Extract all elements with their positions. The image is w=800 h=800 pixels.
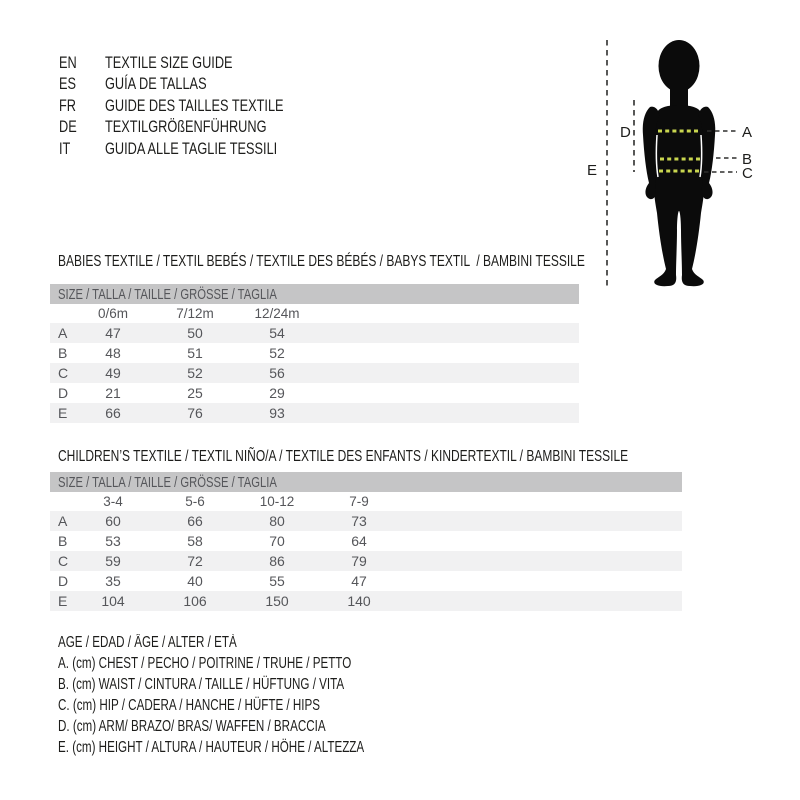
size-value: 40 bbox=[187, 573, 203, 589]
marker-label-c: C bbox=[742, 165, 753, 182]
babies-table-title bbox=[58, 253, 760, 271]
size-value: 58 bbox=[187, 533, 203, 549]
size-value: 47 bbox=[351, 573, 367, 589]
row-label: A bbox=[58, 325, 68, 341]
lang-row-en bbox=[59, 52, 343, 74]
size-value: 150 bbox=[265, 593, 289, 609]
table-row-c bbox=[50, 363, 579, 383]
size-value: 66 bbox=[187, 513, 203, 529]
table-row-c bbox=[50, 551, 682, 571]
size-value: 50 bbox=[187, 325, 203, 341]
row-label: D bbox=[58, 385, 69, 401]
size-value: 79 bbox=[351, 553, 367, 569]
table-row-a bbox=[50, 323, 579, 343]
row-label: B bbox=[58, 533, 68, 549]
babies-size-header-bar bbox=[50, 284, 579, 304]
lang-row-de bbox=[59, 117, 343, 139]
size-value: 60 bbox=[105, 513, 121, 529]
size-value: 54 bbox=[269, 325, 285, 341]
table-row-b bbox=[50, 343, 579, 363]
size-value: 66 bbox=[105, 405, 121, 421]
lang-title-it: GUIDA ALLE TAGLIE TESSILI bbox=[105, 138, 278, 158]
measurement-legend bbox=[58, 632, 466, 758]
lang-row-fr bbox=[59, 95, 343, 117]
size-value: 93 bbox=[269, 405, 285, 421]
size-value: 64 bbox=[351, 533, 367, 549]
lang-title-de: TEXTILGRÖßENFÜHRUNG bbox=[105, 117, 267, 137]
legend-line-height: E. (cm) HEIGHT / ALTURA / HAUTEUR / HÖHE / ALTEZZA bbox=[58, 738, 365, 756]
size-value: 106 bbox=[183, 593, 207, 609]
column-header: 7/12m bbox=[176, 306, 214, 321]
children-table-title-text: CHILDREN’S TEXTILE / TEXTIL NIÑO/A / TEXTILE DES ENFANTS / KINDERTEXTIL / BAMBINI TESSILE bbox=[58, 448, 629, 465]
babies-table-title-text: BABIES TEXTILE / TEXTIL BEBÉS / TEXTILE DES BÉBÉS / BABYS TEXTIL / BAMBINI TESSILE bbox=[58, 253, 585, 270]
size-value: 52 bbox=[269, 345, 285, 361]
legend-line-chest: A. (cm) CHEST / PECHO / POITRINE / TRUHE / PETTO bbox=[58, 654, 352, 672]
row-label: C bbox=[58, 553, 69, 569]
column-header: 0/6m bbox=[97, 306, 128, 321]
size-value: 55 bbox=[269, 573, 285, 589]
size-value: 51 bbox=[187, 345, 203, 361]
children-size-header-bar bbox=[50, 472, 682, 492]
table-row-e bbox=[50, 403, 579, 423]
size-value: 49 bbox=[105, 365, 121, 381]
legend-line-waist: B. (cm) WAIST / CINTURA / TAILLE / HÜFTUNG / VITA bbox=[58, 675, 345, 693]
table-row-a bbox=[50, 511, 682, 531]
marker-label-b: B bbox=[742, 151, 753, 168]
lang-row-es bbox=[59, 74, 343, 96]
lang-title-fr: GUIDE DES TAILLES TEXTILE bbox=[105, 95, 284, 115]
legend-line-arm: D. (cm) ARM/ BRAZO/ BRAS/ WAFFEN / BRACCIA bbox=[58, 717, 326, 735]
marker-label-a: A bbox=[742, 124, 753, 141]
size-value: 72 bbox=[187, 553, 203, 569]
children-column-header-row bbox=[50, 492, 682, 511]
row-label: C bbox=[58, 365, 69, 381]
size-value: 52 bbox=[187, 365, 203, 381]
lang-code-it: IT bbox=[59, 138, 71, 158]
lang-code-es: ES bbox=[59, 74, 77, 94]
size-value: 21 bbox=[105, 385, 121, 401]
size-value: 86 bbox=[269, 553, 285, 569]
table-row-d bbox=[50, 571, 682, 591]
size-value: 73 bbox=[351, 513, 367, 529]
table-row-b bbox=[50, 531, 682, 551]
legend-line-age: AGE / EDAD / ÂGE / ALTER / ETÀ bbox=[58, 633, 237, 651]
lang-code-de: DE bbox=[59, 117, 77, 137]
children-size-table bbox=[50, 472, 682, 611]
babies-column-header-row bbox=[50, 304, 579, 323]
size-value: 59 bbox=[105, 553, 121, 569]
lang-title-es: GUÍA DE TALLAS bbox=[105, 74, 207, 94]
size-value: 47 bbox=[105, 325, 121, 341]
column-header: 10-12 bbox=[259, 494, 295, 509]
size-value: 76 bbox=[187, 405, 203, 421]
lang-code-fr: FR bbox=[59, 95, 77, 115]
legend-line-hip: C. (cm) HIP / CADERA / HANCHE / HÜFTE / HIPS bbox=[58, 696, 321, 714]
row-label: A bbox=[58, 513, 68, 529]
row-label: E bbox=[58, 405, 68, 421]
column-header: 7-9 bbox=[349, 494, 369, 509]
size-value: 48 bbox=[105, 345, 121, 361]
size-value: 140 bbox=[347, 593, 371, 609]
lang-code-en: EN bbox=[59, 52, 77, 72]
column-header: 12/24m bbox=[254, 306, 300, 321]
row-label: E bbox=[58, 593, 68, 609]
language-title-list bbox=[59, 52, 343, 160]
size-value: 104 bbox=[101, 593, 125, 609]
babies-size-table bbox=[50, 284, 579, 423]
table-row-d bbox=[50, 383, 579, 403]
lang-title-en: TEXTILE SIZE GUIDE bbox=[105, 52, 233, 72]
size-header-label: SIZE / TALLA / TAILLE / GRÖSSE / TAGLIA bbox=[58, 285, 277, 303]
size-value: 35 bbox=[105, 573, 121, 589]
lang-row-it bbox=[59, 138, 343, 160]
size-value: 29 bbox=[269, 385, 285, 401]
size-value: 70 bbox=[269, 533, 285, 549]
children-table-title bbox=[58, 448, 800, 466]
row-label: B bbox=[58, 345, 68, 361]
size-header-label: SIZE / TALLA / TAILLE / GRÖSSE / TAGLIA bbox=[58, 473, 277, 491]
marker-label-d: D bbox=[620, 124, 631, 141]
table-row-e bbox=[50, 591, 682, 611]
column-header: 3-4 bbox=[103, 494, 123, 509]
size-value: 53 bbox=[105, 533, 121, 549]
size-value: 25 bbox=[187, 385, 203, 401]
child-silhouette-icon bbox=[643, 40, 715, 286]
size-value: 80 bbox=[269, 513, 285, 529]
marker-label-e: E bbox=[587, 162, 598, 179]
size-value: 56 bbox=[269, 365, 285, 381]
row-label: D bbox=[58, 573, 69, 589]
column-header: 5-6 bbox=[185, 494, 205, 509]
